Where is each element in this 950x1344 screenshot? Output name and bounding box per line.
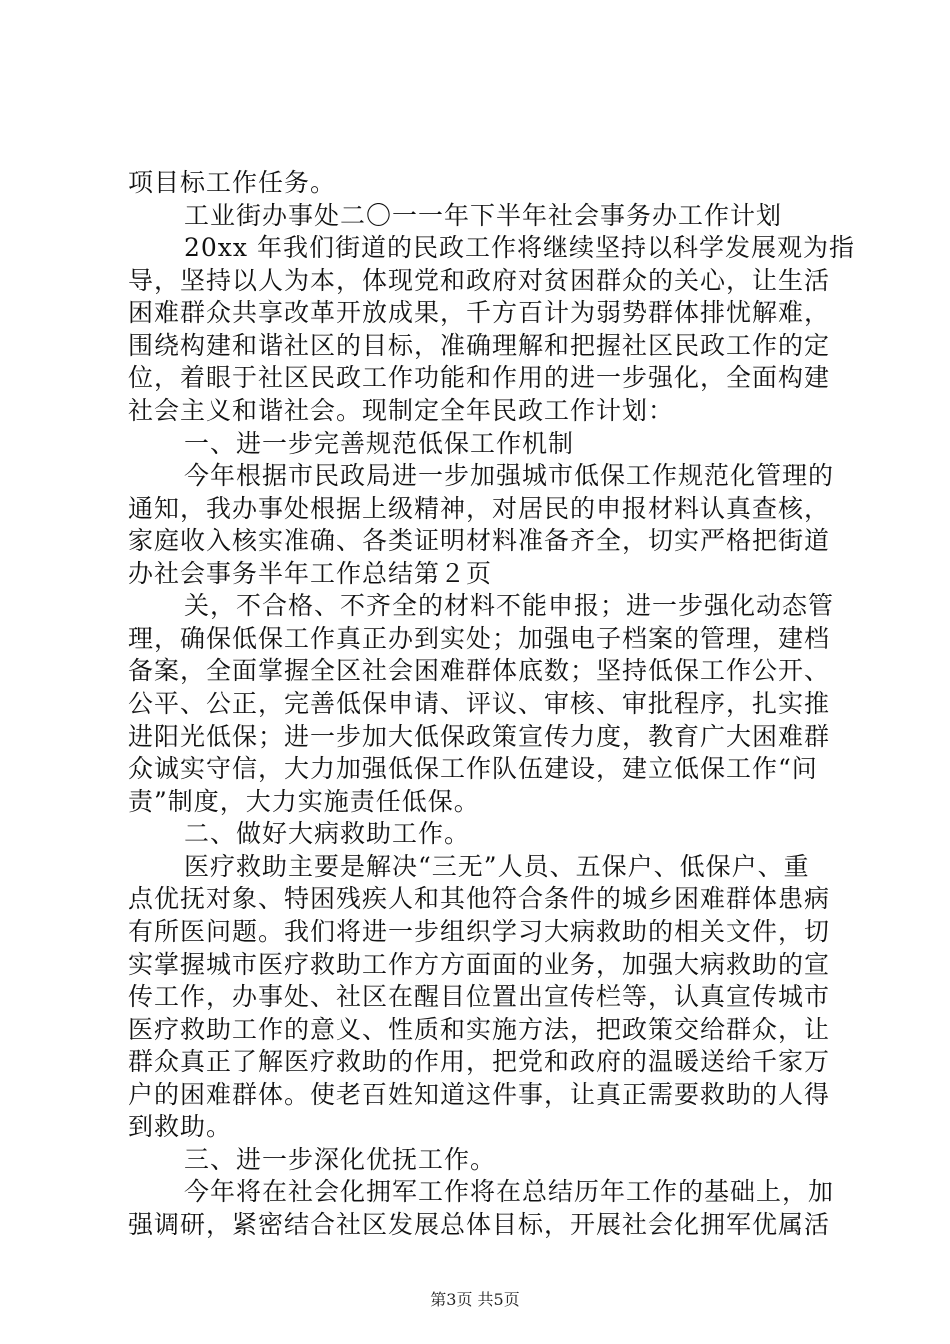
text-line: 理，确保低保工作真正办到实处；加强电子档案的管理，建档 (128, 624, 831, 653)
text-line: 备案，全面掌握全区社会困难群体底数；坚持低保工作公开、 (128, 656, 831, 685)
text-line: 公平、公正，完善低保申请、评议、审核、审批程序，扎实推 (128, 689, 831, 718)
text-line: 今年将在社会化拥军工作将在总结历年工作的基础上，加 (184, 1177, 835, 1206)
text-line: 通知，我办事处根据上级精神，对居民的申报材料认真查核， (128, 494, 831, 523)
text-line: 责”制度，大力实施责任低保。 (128, 787, 480, 816)
text-line: 点优抚对象、特困残疾人和其他符合条件的城乡困难群体患病 (128, 884, 831, 913)
text-line: 家庭收入核实准确、各类证明材料准备齐全，切实严格把街道 (128, 526, 831, 555)
text-line: 医疗救助工作的意义、性质和实施方法，把政策交给群众，让 (128, 1015, 831, 1044)
text-line: 困难群众共享改革开放成果，千方百计为弱势群体排忧解难， (128, 298, 831, 327)
text-line: 社会主义和谐社会。现制定全年民政工作计划： (128, 396, 675, 425)
text-line: 实掌握城市医疗救助工作方方面面的业务，加强大病救助的宣 (128, 950, 831, 979)
text-line: 医疗救助主要是解决“三无”人员、五保户、低保户、重 (184, 852, 810, 881)
text-line: 众诚实守信，大力加强低保工作队伍建设，建立低保工作“问 (128, 754, 818, 783)
text-line: 到救助。 (128, 1112, 233, 1141)
heading-one: 一、进一步完善规范低保工作机制 (184, 429, 575, 458)
text-line: 有所医问题。我们将进一步组织学习大病救助的相关文件，切 (128, 917, 831, 946)
text-line: 导，坚持以人为本，体现党和政府对贫困群众的关心，让生活 (128, 266, 831, 295)
section-title: 工业街办事处二〇一一年下半年社会事务办工作计划 (184, 201, 783, 230)
text-line: 20xx 年我们街道的民政工作将继续坚持以科学发展观为指 (184, 233, 855, 262)
text-line: 强调研，紧密结合社区发展总体目标，开展社会化拥军优属活 (128, 1210, 831, 1239)
text-line: 进阳光低保；进一步加大低保政策宣传力度，教育广大困难群 (128, 722, 831, 751)
text-line: 传工作，办事处、社区在醒目位置出宣传栏等，认真宣传城市 (128, 982, 831, 1011)
page-footer: 第3页 共5页 (430, 1290, 520, 1309)
text-line: 项目标工作任务。 (128, 168, 337, 197)
text-line: 三、进一步深化优抚工作。 (184, 1145, 497, 1174)
text-line: 办社会事务半年工作总结第２页 (128, 559, 493, 588)
text-line: 位，着眼于社区民政工作功能和作用的进一步强化，全面构建 (128, 363, 831, 392)
text-line: 群众真正了解医疗救助的作用，把党和政府的温暖送给千家万 (128, 1047, 831, 1076)
text-line: 今年根据市民政局进一步加强城市低保工作规范化管理的 (184, 461, 835, 490)
heading-two: 二、做好大病救助工作。 (184, 819, 471, 848)
text-line: 关，不合格、不齐全的材料不能申报；进一步强化动态管 (184, 591, 835, 620)
text-line: 户的困难群体。使老百姓知道这件事，让真正需要救助的人得 (128, 1080, 831, 1109)
text-line: 围绕构建和谐社区的目标，准确理解和把握社区民政工作的定 (128, 331, 831, 360)
